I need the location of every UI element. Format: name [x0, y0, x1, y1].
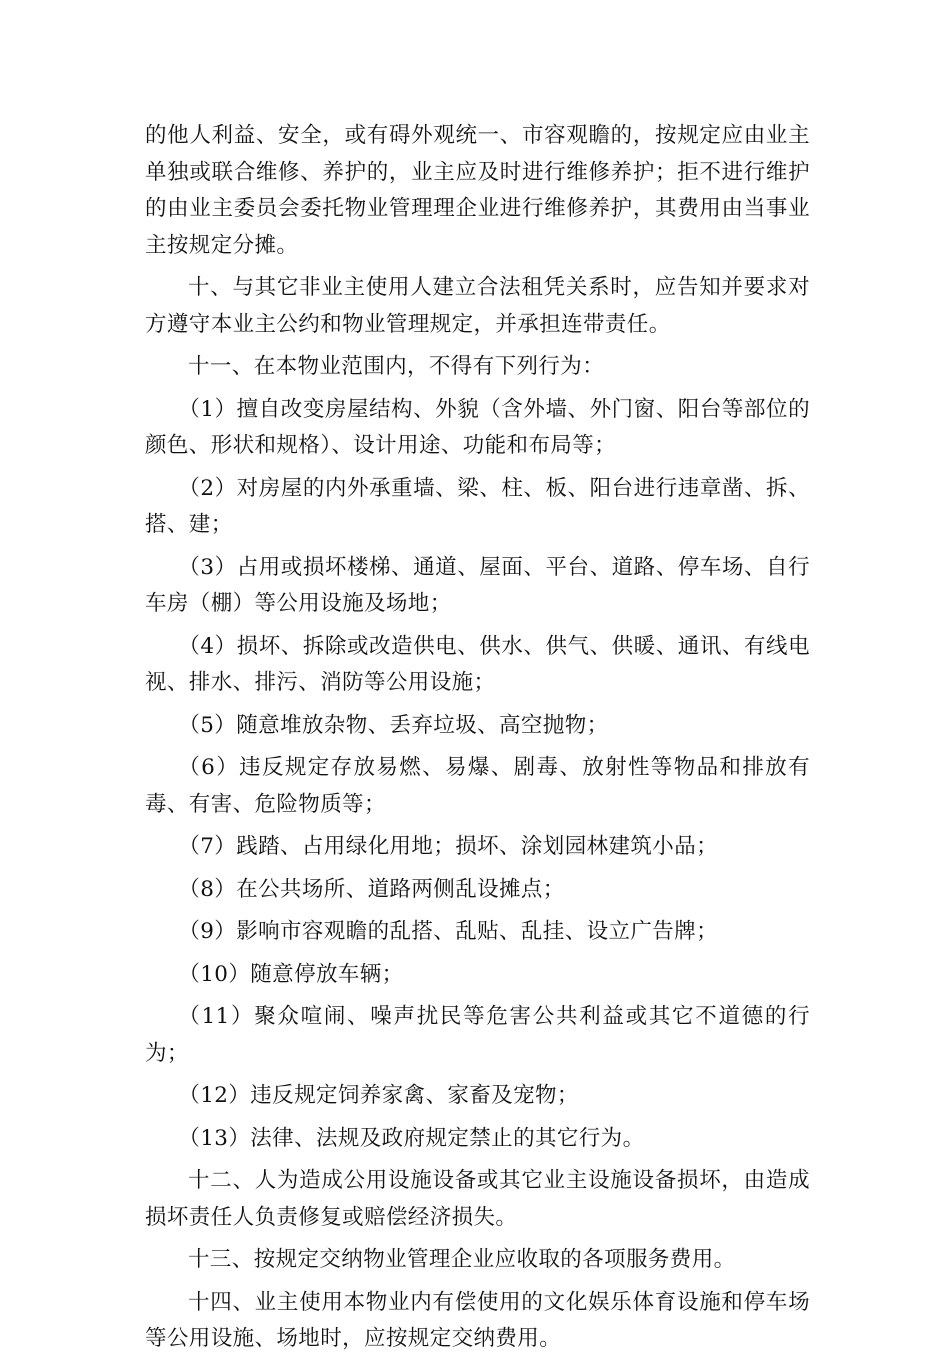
clause-13: 十三、按规定交纳物业管理企业应收取的各项服务费用。 — [188, 1247, 736, 1272]
clause-11-item-10: （10）随意停放车辆； — [178, 961, 404, 987]
clause-11-heading: 十一、在本物业范围内，不得有下列行为： — [188, 354, 605, 379]
clause-11-item-3: （3）占用或损坏楼梯、通道、屋面、平台、道路、停车场、自行车房（棚）等公用设施及场地； — [145, 554, 810, 616]
clause-10: 十、与其它非业主使用人建立合法租凭关系时，应告知并要求对方遵守本业主公约和物业管理规定，并承担连带责任。 — [145, 275, 810, 337]
clause-11-item-2: （2）对房屋的内外承重墙、梁、柱、板、阳台进行违章凿、拆、搭、建； — [145, 475, 810, 537]
clause-11-item-7: （7）践踏、占用绿化用地；损坏、涂划园林建筑小品； — [178, 834, 718, 859]
clause-11-item-4: （4）损坏、拆除或改造供电、供水、供气、供暖、通讯、有线电视、排水、排污、消防等公用设施； — [145, 633, 810, 695]
clause-11-item-6: （6）违反规定存放易燃、易爆、剧毒、放射性等物品和排放有毒、有害、危险物质等； — [145, 755, 810, 817]
clause-11-item-13: （13）法律、法规及政府规定禁止的其它行为。 — [178, 1125, 645, 1151]
clause-14: 十四、业主使用本物业内有偿使用的文化娱乐体育设施和停车场等公用设施、场地时，应按规定交纳费用。 — [145, 1289, 810, 1351]
paragraph-continuation: 的他人利益、安全，或有碍外观统一、市容观瞻的，按规定应由业主单独或联合维修、养护的，业主应及时进行维修养护；拒不进行维护的由业主委员会委托物业管理理企业进行维修养护，其费用由当事业主按规定分摊。 — [145, 123, 810, 258]
clause-11-item-8: （8）在公共场所、道路两侧乱设摊点； — [178, 876, 565, 902]
clause-11-item-11: （11）聚众喧闹、噪声扰民等危害公共利益或其它不道德的行为； — [145, 1004, 810, 1066]
document-body — [145, 118, 810, 1358]
clause-12: 十二、人为造成公用设施设备或其它业主设施设备损坏，由造成损坏责任人负责修复或赔偿经济损失。 — [145, 1168, 810, 1230]
clause-11-item-12: （12）违反规定饲养家禽、家畜及宠物； — [178, 1083, 579, 1108]
clause-11-item-1: （1）擅自改变房屋结构、外貌（含外墙、外门窗、阳台等部位的颜色、形状和规格）、设计用途、功能和布局等； — [145, 396, 810, 458]
clause-11-item-9: （9）影响市容观瞻的乱搭、乱贴、乱挂、设立广告牌； — [178, 919, 718, 944]
clause-11-item-5: （5）随意堆放杂物、丢弃垃圾、高空抛物； — [178, 712, 609, 738]
